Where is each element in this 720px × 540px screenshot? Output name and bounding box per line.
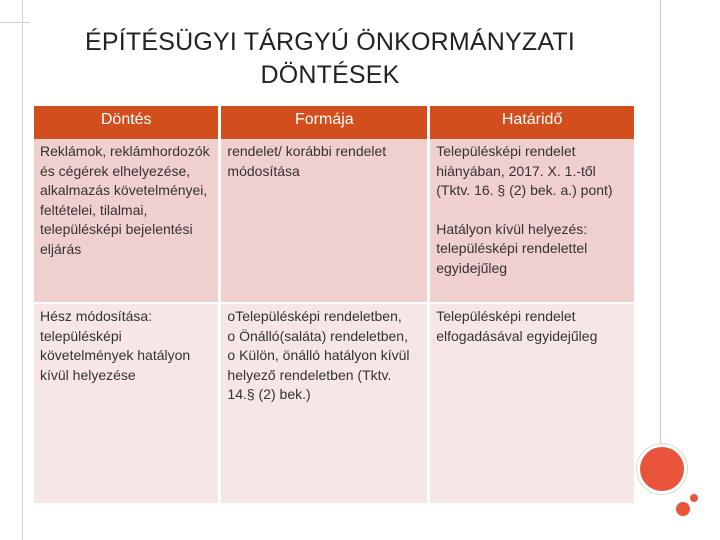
decorative-dot bbox=[676, 502, 690, 516]
cell-text: Reklámok, reklámhordozók és cégérek elhelyezése, alkalmazás követelményei, feltételei, tilalmai, településképi bejelentési eljárás bbox=[40, 143, 210, 257]
decisions-table bbox=[34, 106, 634, 505]
cell-text: Hész módosítása: településképi követelmények hatályon kívül helyezése bbox=[40, 308, 191, 383]
cell-formaja bbox=[221, 139, 430, 304]
bullet-item: o Önálló(saláta) rendeletben, bbox=[227, 327, 408, 344]
column-header-dontes: Döntés bbox=[34, 106, 221, 139]
table-row bbox=[34, 304, 634, 505]
slide-title-line-1: ÉPÍTÉSÜGYI TÁRGYÚ ÖNKORMÁNYZATI bbox=[84, 28, 576, 56]
table-row bbox=[34, 139, 634, 304]
decorative-vertical-line bbox=[660, 0, 661, 448]
left-border-rule bbox=[22, 0, 23, 540]
cell-hatarido bbox=[430, 139, 634, 304]
paragraph-gap bbox=[436, 201, 628, 220]
cell-dontes bbox=[34, 304, 221, 505]
column-header-formaja: Formája bbox=[221, 106, 430, 139]
cell-text: Településképi rendelet elfogadásával egyidejűleg bbox=[436, 308, 598, 344]
cell-hatarido bbox=[430, 304, 634, 505]
decorative-circle bbox=[640, 447, 684, 491]
cell-text: Hatályon kívül helyezés: településképi rendelettel egyidejűleg bbox=[436, 220, 588, 276]
cell-formaja bbox=[221, 304, 430, 505]
cell-text: Településképi rendelet hiányában, 2017. X. 1.-től (Tktv. 16. § (2) bek. a.) pont) bbox=[436, 143, 613, 198]
cell-text: rendelet/ korábbi rendelet módosítása bbox=[227, 143, 387, 179]
top-left-corner-rule bbox=[0, 22, 30, 23]
cell-dontes bbox=[34, 139, 221, 304]
bullet-item: oTelepülésképi rendeletben, bbox=[227, 308, 402, 324]
column-header-hatarido: Határidő bbox=[430, 106, 634, 139]
bullet-item: o Külön, önálló hatályon kívül helyező rendeletben (Tktv. 14.§ (2) bek.) bbox=[227, 347, 410, 402]
slide-title-line-2: DÖNTÉSEK bbox=[260, 61, 400, 89]
decorative-dot-small bbox=[690, 494, 698, 502]
table-header-row bbox=[34, 106, 634, 139]
slide-title bbox=[30, 26, 630, 92]
